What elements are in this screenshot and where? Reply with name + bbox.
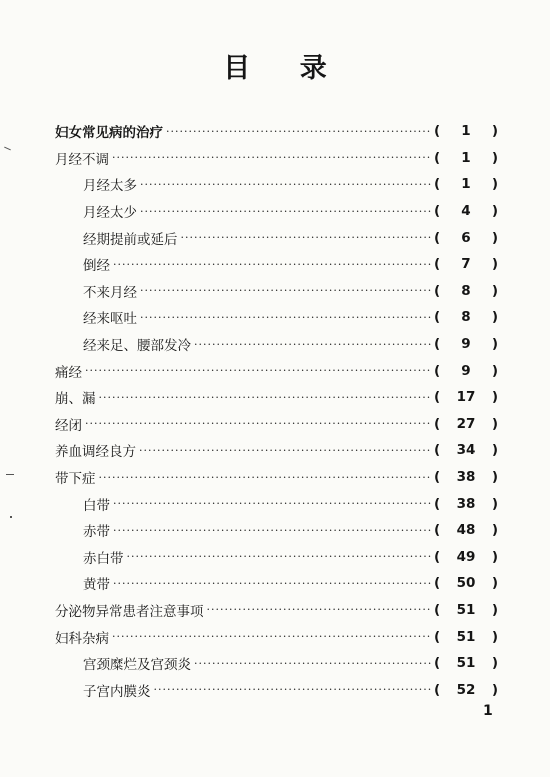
toc-entry[interactable] bbox=[55, 411, 498, 438]
dot-leader bbox=[112, 631, 431, 642]
close-paren: ) bbox=[491, 442, 498, 459]
toc-entry-page bbox=[434, 309, 498, 325]
close-paren: ) bbox=[491, 655, 498, 672]
toc-entry[interactable] bbox=[55, 357, 498, 384]
toc-entry-label: 崩、漏 bbox=[55, 391, 96, 408]
open-paren: ( bbox=[434, 469, 441, 486]
toc-entry-label: 子宫内膜炎 bbox=[83, 683, 151, 700]
dot-leader bbox=[85, 418, 431, 429]
open-paren: ( bbox=[434, 336, 441, 353]
dot-leader bbox=[140, 312, 431, 323]
toc-entry-page bbox=[434, 203, 498, 219]
scan-mark bbox=[6, 474, 14, 475]
toc-entry[interactable] bbox=[55, 570, 498, 597]
toc-entry-label: 养血调经良方 bbox=[55, 444, 136, 461]
open-paren: ( bbox=[434, 309, 441, 326]
toc-entry-label: 不来月经 bbox=[83, 284, 137, 301]
page-number-value: 8 bbox=[461, 282, 471, 299]
toc-entry-label: 月经不调 bbox=[55, 151, 109, 168]
close-paren: ) bbox=[491, 123, 498, 140]
toc-entry[interactable] bbox=[55, 676, 498, 703]
close-paren: ) bbox=[491, 176, 498, 193]
toc-entry-label: 月经太多 bbox=[83, 178, 137, 195]
close-paren: ) bbox=[491, 203, 498, 220]
dot-leader bbox=[99, 392, 432, 403]
close-paren: ) bbox=[491, 336, 498, 353]
close-paren: ) bbox=[491, 415, 498, 432]
toc-entry[interactable] bbox=[55, 544, 498, 571]
toc-entry-label: 白带 bbox=[83, 497, 110, 514]
toc-entry-page bbox=[434, 230, 498, 246]
dot-leader bbox=[166, 126, 431, 137]
page-number-value: 4 bbox=[461, 203, 471, 220]
open-paren: ( bbox=[434, 522, 441, 539]
toc-entry-page bbox=[434, 549, 498, 565]
open-paren: ( bbox=[434, 628, 441, 645]
page-number-value: 6 bbox=[461, 229, 471, 246]
page-number-value: 51 bbox=[456, 601, 476, 618]
page-number-value: 51 bbox=[456, 655, 476, 672]
toc-entry[interactable] bbox=[55, 384, 498, 411]
toc-entry-page bbox=[434, 469, 498, 485]
toc-entry-page bbox=[434, 123, 498, 139]
close-paren: ) bbox=[491, 229, 498, 246]
toc-entry[interactable] bbox=[55, 198, 498, 225]
page-number-value: 38 bbox=[456, 495, 476, 512]
toc-entry[interactable] bbox=[55, 650, 498, 677]
toc-entry-label: 经来足、腰部发冷 bbox=[83, 338, 191, 355]
dot-leader bbox=[113, 259, 431, 270]
page-number-value: 51 bbox=[456, 628, 476, 645]
toc-entry[interactable] bbox=[55, 490, 498, 517]
dot-leader bbox=[140, 206, 431, 217]
close-paren: ) bbox=[491, 389, 498, 406]
toc-entry-page bbox=[434, 389, 498, 405]
open-paren: ( bbox=[434, 282, 441, 299]
close-paren: ) bbox=[491, 495, 498, 512]
dot-leader bbox=[99, 472, 432, 483]
open-paren: ( bbox=[434, 442, 441, 459]
page-number-value: 48 bbox=[456, 522, 476, 539]
toc-entry-label: 赤白带 bbox=[83, 550, 124, 567]
page-number-value: 1 bbox=[461, 123, 471, 140]
close-paren: ) bbox=[491, 628, 498, 645]
page-number-value: 1 bbox=[461, 176, 471, 193]
dot-leader bbox=[194, 339, 431, 350]
close-paren: ) bbox=[491, 681, 498, 698]
close-paren: ) bbox=[491, 548, 498, 565]
open-paren: ( bbox=[434, 229, 441, 246]
close-paren: ) bbox=[491, 256, 498, 273]
close-paren: ) bbox=[491, 362, 498, 379]
page-number-value: 17 bbox=[456, 389, 476, 406]
toc-entry[interactable] bbox=[55, 597, 498, 624]
toc-entry[interactable] bbox=[55, 251, 498, 278]
page-number-value: 7 bbox=[461, 256, 471, 273]
toc-entry-page bbox=[434, 602, 498, 618]
page-number-value: 38 bbox=[456, 469, 476, 486]
toc-entry[interactable] bbox=[55, 304, 498, 331]
toc-entry[interactable] bbox=[55, 517, 498, 544]
page-number-value: 50 bbox=[456, 575, 476, 592]
open-paren: ( bbox=[434, 601, 441, 618]
close-paren: ) bbox=[491, 149, 498, 166]
open-paren: ( bbox=[434, 415, 441, 432]
dot-leader bbox=[112, 152, 431, 163]
open-paren: ( bbox=[434, 389, 441, 406]
dot-leader bbox=[140, 285, 431, 296]
close-paren: ) bbox=[491, 309, 498, 326]
table-of-contents bbox=[55, 118, 498, 703]
toc-entry[interactable] bbox=[55, 464, 498, 491]
toc-entry[interactable] bbox=[55, 623, 498, 650]
dot-leader bbox=[207, 604, 432, 615]
toc-entry-page bbox=[434, 655, 498, 671]
toc-entry-label: 赤带 bbox=[83, 524, 110, 541]
open-paren: ( bbox=[434, 575, 441, 592]
close-paren: ) bbox=[491, 469, 498, 486]
toc-entry-page bbox=[434, 575, 498, 591]
open-paren: ( bbox=[434, 256, 441, 273]
open-paren: ( bbox=[434, 495, 441, 512]
toc-entry-page bbox=[434, 496, 498, 512]
dot-leader bbox=[154, 684, 432, 695]
open-paren: ( bbox=[434, 681, 441, 698]
toc-entry[interactable] bbox=[55, 145, 498, 172]
close-paren: ) bbox=[491, 282, 498, 299]
toc-entry-page bbox=[434, 150, 498, 166]
toc-entry-page bbox=[434, 682, 498, 698]
dot-leader bbox=[127, 551, 432, 562]
dot-leader bbox=[113, 525, 431, 536]
toc-entry[interactable] bbox=[55, 224, 498, 251]
dot-leader bbox=[194, 658, 431, 669]
open-paren: ( bbox=[434, 362, 441, 379]
toc-entry[interactable] bbox=[55, 437, 498, 464]
dot-leader bbox=[140, 179, 431, 190]
close-paren: ) bbox=[491, 522, 498, 539]
toc-entry-label: 妇女常见病的治疗 bbox=[55, 125, 163, 142]
toc-entry-page bbox=[434, 363, 498, 379]
toc-entry-label: 黄带 bbox=[83, 577, 110, 594]
toc-entry[interactable] bbox=[55, 171, 498, 198]
close-paren: ) bbox=[491, 575, 498, 592]
dot-leader bbox=[85, 365, 431, 376]
open-paren: ( bbox=[434, 203, 441, 220]
page-number-value: 9 bbox=[461, 336, 471, 353]
toc-entry-page bbox=[434, 416, 498, 432]
scan-mark bbox=[4, 147, 11, 151]
page-number-value: 1 bbox=[461, 149, 471, 166]
toc-entry-page bbox=[434, 256, 498, 272]
page-number-value: 52 bbox=[456, 681, 476, 698]
toc-entry[interactable] bbox=[55, 118, 498, 145]
open-paren: ( bbox=[434, 655, 441, 672]
close-paren: ) bbox=[491, 601, 498, 618]
toc-entry-label: 带下症 bbox=[55, 471, 96, 488]
dot-leader bbox=[113, 498, 431, 509]
toc-entry-label: 经期提前或延后 bbox=[83, 231, 178, 248]
toc-entry-label: 经来呕吐 bbox=[83, 311, 137, 328]
open-paren: ( bbox=[434, 548, 441, 565]
open-paren: ( bbox=[434, 176, 441, 193]
page-number: 1 bbox=[483, 703, 493, 719]
page-number-value: 8 bbox=[461, 309, 471, 326]
dot-leader bbox=[139, 445, 431, 456]
toc-entry-page bbox=[434, 442, 498, 458]
toc-entry-label: 宫颈糜烂及宫颈炎 bbox=[83, 657, 191, 674]
toc-entry-label: 痛经 bbox=[55, 364, 82, 381]
toc-entry-page bbox=[434, 283, 498, 299]
toc-entry[interactable] bbox=[55, 278, 498, 305]
open-paren: ( bbox=[434, 149, 441, 166]
page-number-value: 34 bbox=[456, 442, 476, 459]
toc-entry-page bbox=[434, 629, 498, 645]
dot-leader bbox=[113, 578, 431, 589]
page-number-value: 27 bbox=[456, 415, 476, 432]
dot-leader bbox=[181, 232, 432, 243]
page-number-value: 9 bbox=[461, 362, 471, 379]
toc-entry-label: 倒经 bbox=[83, 258, 110, 275]
page-title: 目 录 bbox=[223, 53, 347, 84]
page-number-value: 49 bbox=[456, 548, 476, 565]
scan-mark bbox=[10, 516, 12, 518]
toc-entry-page bbox=[434, 336, 498, 352]
open-paren: ( bbox=[434, 123, 441, 140]
toc-entry-label: 妇科杂病 bbox=[55, 630, 109, 647]
toc-entry-page bbox=[434, 176, 498, 192]
toc-entry-page bbox=[434, 522, 498, 538]
toc-entry-label: 分泌物异常患者注意事项 bbox=[55, 603, 204, 620]
toc-entry-label: 月经太少 bbox=[83, 205, 137, 222]
toc-entry-label: 经闭 bbox=[55, 417, 82, 434]
toc-entry[interactable] bbox=[55, 331, 498, 358]
